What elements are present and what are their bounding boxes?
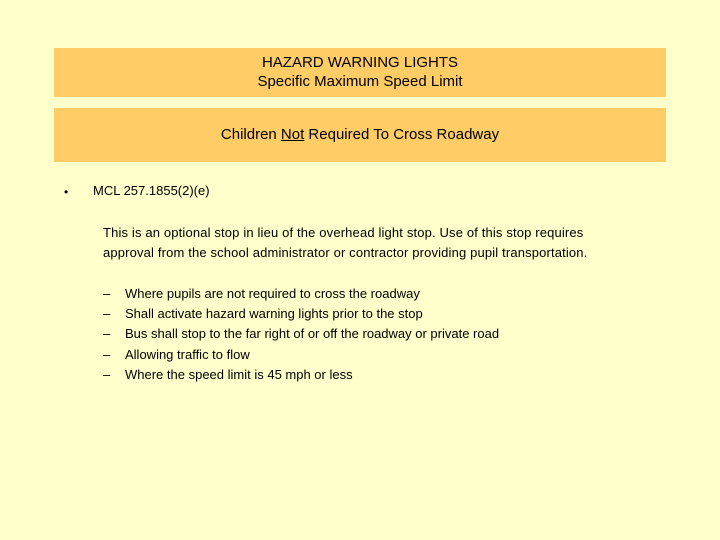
banner-suffix: Required To Cross Roadway — [304, 126, 500, 143]
list-item — [103, 365, 499, 385]
slide-subtitle: Specific Maximum Speed Limit — [257, 73, 463, 90]
banner-box — [54, 108, 666, 162]
description-paragraph — [103, 223, 703, 263]
list-item — [103, 304, 499, 324]
bullet-marker: • — [64, 185, 69, 199]
requirements-list — [103, 284, 499, 385]
banner-text — [54, 126, 666, 144]
paragraph-line-2: approval from the school administrator or contractor providing pupil transportation. — [103, 245, 588, 260]
title-box — [54, 48, 666, 97]
banner-underlined: Not — [280, 126, 305, 143]
slide-title: HAZARD WARNING LIGHTS — [261, 54, 459, 71]
statute-reference: MCL 257.1855(2)(e) — [93, 183, 210, 198]
list-item — [103, 324, 499, 344]
list-item-text: Shall activate hazard warning lights prior to the stop — [125, 306, 423, 322]
list-item-text: Where the speed limit is 45 mph or less — [125, 366, 353, 382]
dash-marker: – — [103, 306, 111, 322]
list-item-text: Where pupils are not required to cross the roadway — [125, 286, 420, 301]
dash-marker: – — [103, 326, 111, 342]
paragraph-line-1: This is an optional stop in lieu of the overhead light stop. Use of this stop requires — [103, 225, 584, 240]
list-item-text: Allowing traffic to flow — [125, 346, 250, 362]
banner-prefix: Children — [220, 126, 281, 143]
list-item — [103, 345, 499, 365]
list-item-text: Bus shall stop to the far right of or off the roadway or private road — [125, 326, 500, 342]
dash-marker: – — [103, 346, 111, 362]
list-item — [103, 284, 499, 304]
dash-marker: – — [103, 366, 111, 382]
dash-marker: – — [103, 286, 111, 301]
